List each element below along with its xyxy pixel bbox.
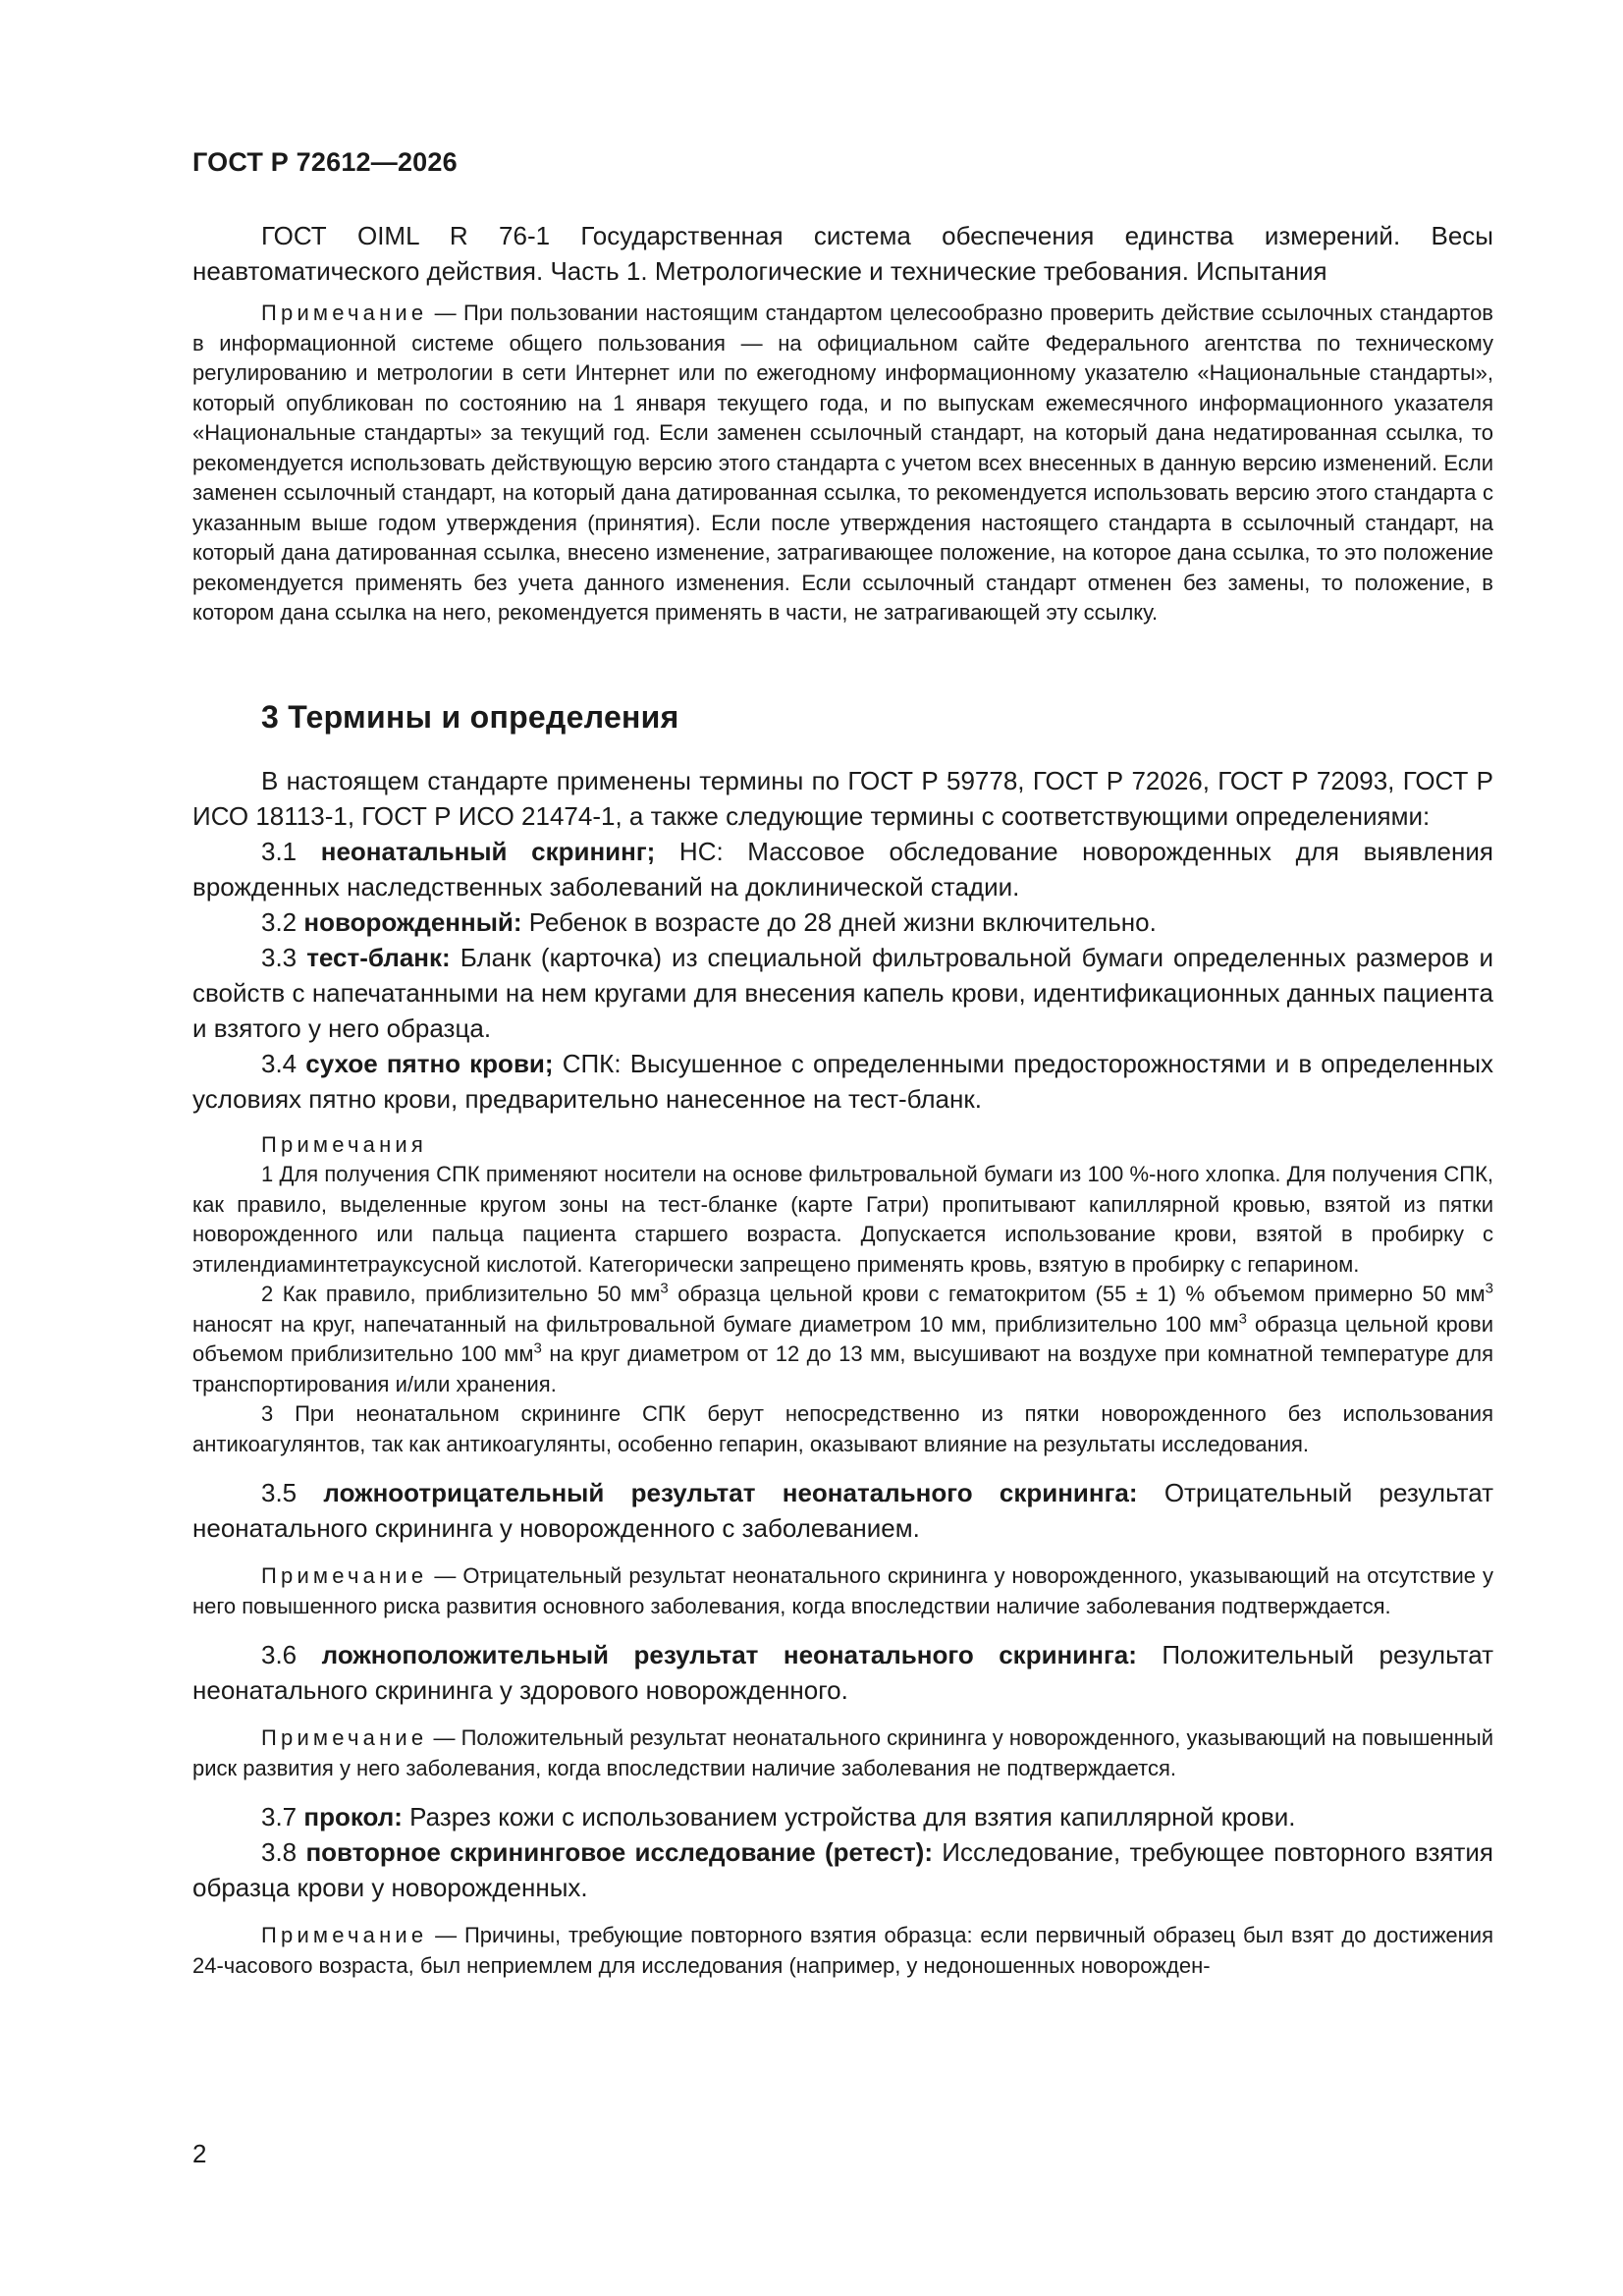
term-name: ложноотрицательный результат неонатального скрининга: <box>323 1478 1138 1507</box>
term-definition: Бланк (карточка) из специальной фильтровальной бумаги определенных размеров и свойств с напечатанными на нем кругами для внесения капель крови, идентификационных данных пациента и взятого у него образца. <box>192 942 1493 1043</box>
term-3-3 <box>192 940 1493 1046</box>
normative-references-note <box>192 299 1493 629</box>
term-name: тест-бланк: <box>306 942 451 972</box>
note-item-3: 3 При неонатальном скрининге СПК берут непосредственно из пятки новорожденного без использования антикоагулянтов, так как антикоагулянты, особенно гепарин, оказывают влияние на результаты исследования. <box>192 1401 1493 1456</box>
term-3-6-note <box>192 1723 1493 1783</box>
term-3-8 <box>192 1834 1493 1905</box>
note-text-part: на круг диаметром от 12 до 13 мм, высушивают на воздухе при комнатной температуре для транспортирования и/или хранения. <box>192 1341 1493 1396</box>
page-content <box>192 218 1493 1981</box>
term-definition: Отрицательный результат неонатального скрининга у новорожденного с заболеванием. <box>192 1478 1493 1543</box>
note-text-part: образца цельной крови с гематокритом (55 ± 1) % объемом примерно 50 мм <box>668 1282 1486 1306</box>
superscript: 3 <box>533 1339 542 1357</box>
term-3-8-note <box>192 1921 1493 1981</box>
notes-label: Примечания <box>261 1131 428 1157</box>
section-intro: В настоящем стандарте применены термины по ГОСТ Р 59778, ГОСТ Р 72026, ГОСТ Р 72093, ГОСТ Р ИСО 18113-1, ГОСТ Р ИСО 21474-1, а также следующие термины с соответствующими определениями: <box>192 765 1493 831</box>
superscript: 3 <box>1238 1310 1247 1328</box>
term-3-7 <box>192 1799 1493 1834</box>
normative-reference: ГОСТ OIML R 76-1 Государственная система обеспечения единства измерений. Весы неавтоматического действия. Часть 1. Метрологические и технические требования. Испытания <box>192 221 1493 286</box>
note-label: Примечание <box>261 1563 428 1588</box>
term-number: 3.1 <box>261 836 321 866</box>
term-3-1 <box>192 834 1493 904</box>
term-number: 3.2 <box>261 906 304 937</box>
section-heading: 3 Термины и определения <box>261 698 679 735</box>
term-definition: Исследование, требующее повторного взятия образца крови у новорожденных. <box>192 1837 1493 1902</box>
note-text-part: наносят на круг, напечатанный на фильтровальной бумаге диаметром 10 мм, приблизительно 100 мм <box>192 1311 1239 1337</box>
notes-title <box>261 1130 1493 1161</box>
term-definition: СПК: Высушенное с определенными предосторожностями и в определенных условиях пятно крови, предварительно нанесенное на тест-бланк. <box>192 1048 1494 1114</box>
note-text: — При пользовании настоящим стандартом целесообразно проверить действие ссылочных стандартов в информационной системе общего пользования — на официальном сайте Федерального агентства по техническому регулированию и метрологии в сети Интернет или по ежегодному информационному указателю «Национальные стандарты», который опубликован по состоянию на 1 января текущего года, и по выпускам ежемесячного информационного указателя «Национальные стандарты» за текущий год. Если заменен ссылочный стандарт, на который дана недатированная ссылка, то рекомендуется использовать действующую версию этого стандарта с учетом всех внесенных в данную версию изменений. Если заменен ссылочный стандарт, на который дана датированная ссылка, то рекомендуется использовать версию этого стандарта с указанным выше годом утверждения (принятия). Если после утверждения настоящего стандарта в ссылочный стандарт, на который дана датированная ссылка, внесено изменение, затрагивающее положение, на которое дана ссылка, то это положение рекомендуется применять без учета данного изменения. Если ссылочный стандарт отменен без замены, то положение, в котором дана ссылка на него, рекомендуется применять в части, не затрагивающей эту ссылку. <box>192 301 1493 625</box>
note-label: Примечание <box>261 1923 428 1947</box>
note-text-part: образца цельной крови объемом приблизительно 100 мм <box>192 1311 1493 1366</box>
term-definition: НС: Массовое обследование новорожденных для выявления врожденных наследственных заболеваний на доклинической стадии. <box>192 836 1493 902</box>
term-number: 3.5 <box>261 1478 324 1507</box>
term-number: 3.7 <box>261 1802 304 1831</box>
note-text: — Положительный результат неонатального скрининга у новорожденного, указывающий на повышенный риск развития у него заболевания, когда впоследствии наличие заболевания не подтверждается. <box>192 1725 1493 1780</box>
term-3-5 <box>192 1475 1493 1546</box>
superscript: 3 <box>660 1280 669 1297</box>
term-name: прокол: <box>303 1802 403 1831</box>
term-number: 3.3 <box>261 942 307 972</box>
term-definition: Ребенок в возрасте до 28 дней жизни включительно. <box>521 906 1157 937</box>
term-name: ложноположительный результат неонатального скрининга: <box>321 1640 1137 1669</box>
term-definition: Разрез кожи с использованием устройства для взятия капиллярной крови. <box>402 1802 1296 1831</box>
term-name: повторное скрининговое исследование (ретест): <box>305 1837 933 1867</box>
term-3-2 <box>192 904 1493 940</box>
note-text: — Причины, требующие повторного взятия образца: если первичный образец был взят до достижения 24-часового возраста, был неприемлем для исследования (например, у недоношенных новорожден- <box>192 1923 1493 1978</box>
term-name: новорожденный: <box>303 906 522 937</box>
superscript: 3 <box>1485 1280 1493 1297</box>
page-number: 2 <box>192 2139 207 2168</box>
term-3-5-note <box>192 1561 1493 1621</box>
term-number: 3.6 <box>261 1640 322 1669</box>
note-text-part: 2 Как правило, приблизительно 50 мм <box>261 1282 661 1306</box>
note-item-1: 1 Для получения СПК применяют носители на основе фильтровальной бумаги из 100 %-ного хлопка. Для получения СПК, как правило, выделенные кругом зоны на тест-бланке (карте Гатри) пропитывают капиллярной кровью, взятой из пятки новорожденного или пальца пациента старшего возраста. Допускается использование крови, взятой в пробирку с этилендиаминтетрауксусной кислотой. Категорически запрещено применять кровь, взятую в пробирку с гепарином. <box>192 1162 1493 1277</box>
term-number: 3.8 <box>261 1837 306 1867</box>
term-name: неонатальный скрининг; <box>320 836 656 866</box>
note-label: Примечание <box>261 301 428 325</box>
document-header: ГОСТ Р 72612—2026 <box>192 147 458 177</box>
term-name: сухое пятно крови; <box>305 1048 554 1078</box>
term-3-4 <box>192 1046 1493 1117</box>
term-number: 3.4 <box>261 1048 306 1078</box>
note-label: Примечание <box>261 1725 428 1750</box>
note-item-2 <box>192 1280 1493 1399</box>
term-definition: Положительный результат неонатального скрининга у здорового новорожденного. <box>192 1640 1494 1705</box>
term-3-6 <box>192 1637 1493 1708</box>
note-text: — Отрицательный результат неонатального скрининга у новорожденного, указывающий на отсутствие у него повышенного риска развития основного заболевания, когда впоследствии наличие заболевания подтверждается. <box>192 1563 1493 1618</box>
